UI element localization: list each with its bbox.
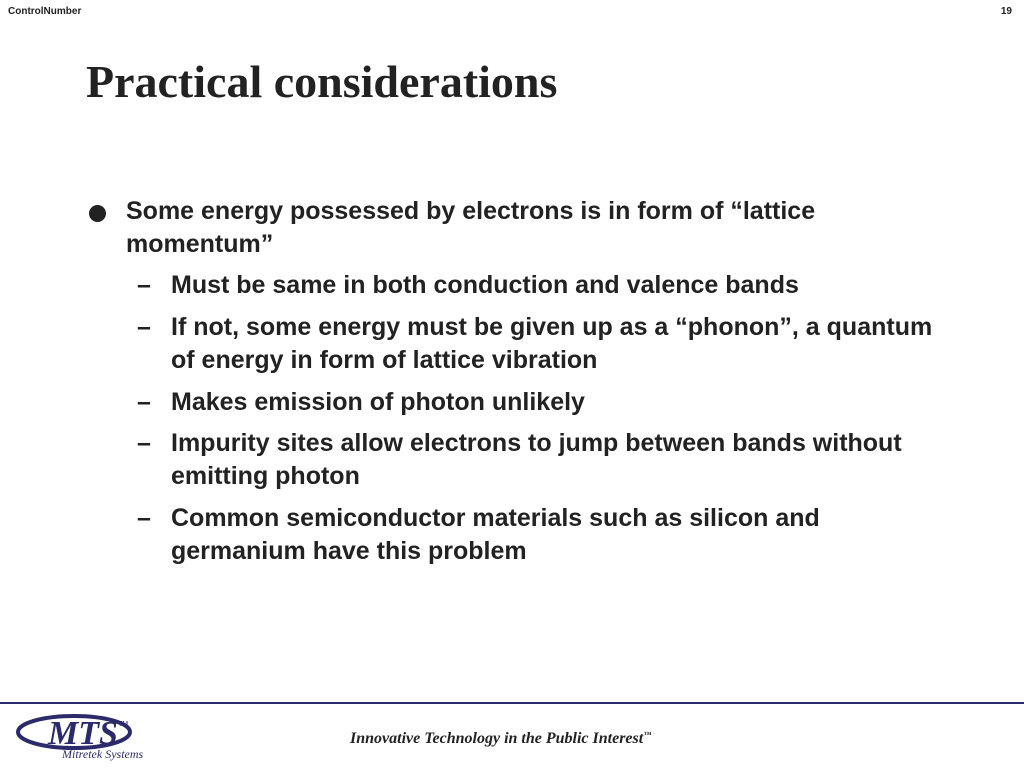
sub-bullet-3: Makes emission of photon unlikely — [171, 388, 585, 416]
footer-tagline — [350, 730, 651, 748]
dash-icon: – — [137, 313, 151, 341]
logo-tm-text: TM — [118, 721, 129, 728]
tagline-text: Innovative Technology in the Public Interest — [350, 730, 644, 747]
slide-title: Practical considerations — [86, 56, 558, 107]
dash-icon: – — [137, 429, 151, 457]
dash-icon: – — [137, 504, 151, 532]
logo-subtext: Mitretek Systems — [62, 747, 144, 761]
bullet-main: Some energy possessed by electrons is in form of “lattice momentum” — [126, 197, 816, 258]
sub-bullet-4: Impurity sites allow electrons to jump between bands without emitting photon — [171, 429, 902, 490]
dash-icon: – — [137, 388, 151, 416]
header-control-number: ControlNumber — [8, 6, 82, 17]
page-number: 19 — [1000, 6, 1012, 17]
sub-bullet-1: Must be same in both conduction and valence bands — [171, 271, 799, 299]
sub-bullet-2: If not, some energy must be given up as a “phonon”, a quantum of energy in form of lattice vibration — [171, 313, 933, 374]
mitretek-logo — [14, 708, 164, 764]
footer-divider — [0, 702, 1024, 704]
bullet-dot-icon — [89, 205, 106, 222]
tagline-tm: ™ — [643, 730, 652, 739]
logo-mts-text: MTS — [48, 715, 118, 752]
dash-icon: – — [137, 271, 151, 299]
sub-bullet-5: Common semiconductor materials such as silicon and germanium have this problem — [171, 504, 820, 565]
